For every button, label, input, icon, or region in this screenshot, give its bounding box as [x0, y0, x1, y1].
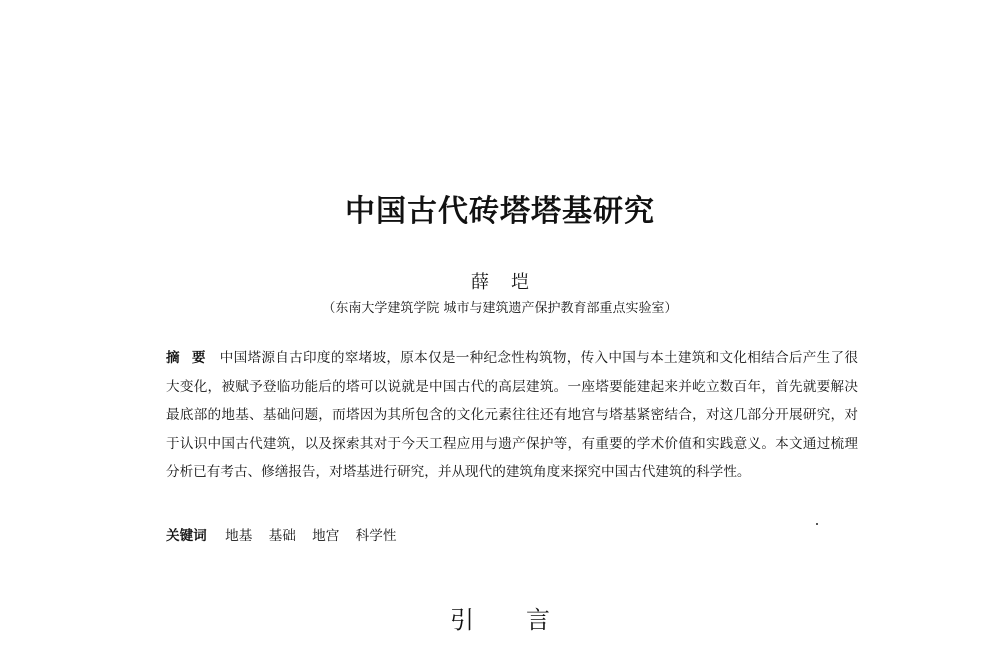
author-name: 薛垲 [471, 272, 551, 293]
abstract-paragraph [166, 344, 858, 487]
keywords-label: 关键词 [166, 528, 207, 544]
keyword-item: 科学性 [355, 528, 397, 544]
author-affiliation: （东南大学建筑学院 城市与建筑遗产保护教育部重点实验室） [322, 301, 678, 316]
keyword-item: 地基 [225, 528, 253, 544]
keyword-item: 基础 [268, 528, 296, 544]
keyword-item: 地宫 [312, 528, 340, 544]
paper-title: 中国古代砖塔塔基研究 [345, 194, 655, 229]
keywords-line [166, 526, 408, 546]
abstract-label: 摘要 [166, 350, 218, 366]
section-heading-introduction: 引言 [450, 606, 602, 634]
abstract-text: 中国塔源自古印度的窣堵坡，原本仅是一种纪念性构筑物，传入中国与本土建筑和文化相结合后产生了很大变化，被赋予登临功能后的塔可以说就是中国古代的高层建筑。一座塔要能建起来并屹立数百年，首先就要解决最底部的地基、基础问题，而塔因为其所包含的文化元素往往还有地宫与塔基紧密结合，对这几部分开展研究，对于认识中国古代建筑，以及探索其对于今天工程应用与遗产保护等，有重要的学术价值和实践意义。本文通过梳理分析已有考古、修缮报告，对塔基进行研究，并从现代的建筑角度来探究中国古代建筑的科学性。 [166, 350, 859, 480]
scan-speck [816, 523, 818, 525]
